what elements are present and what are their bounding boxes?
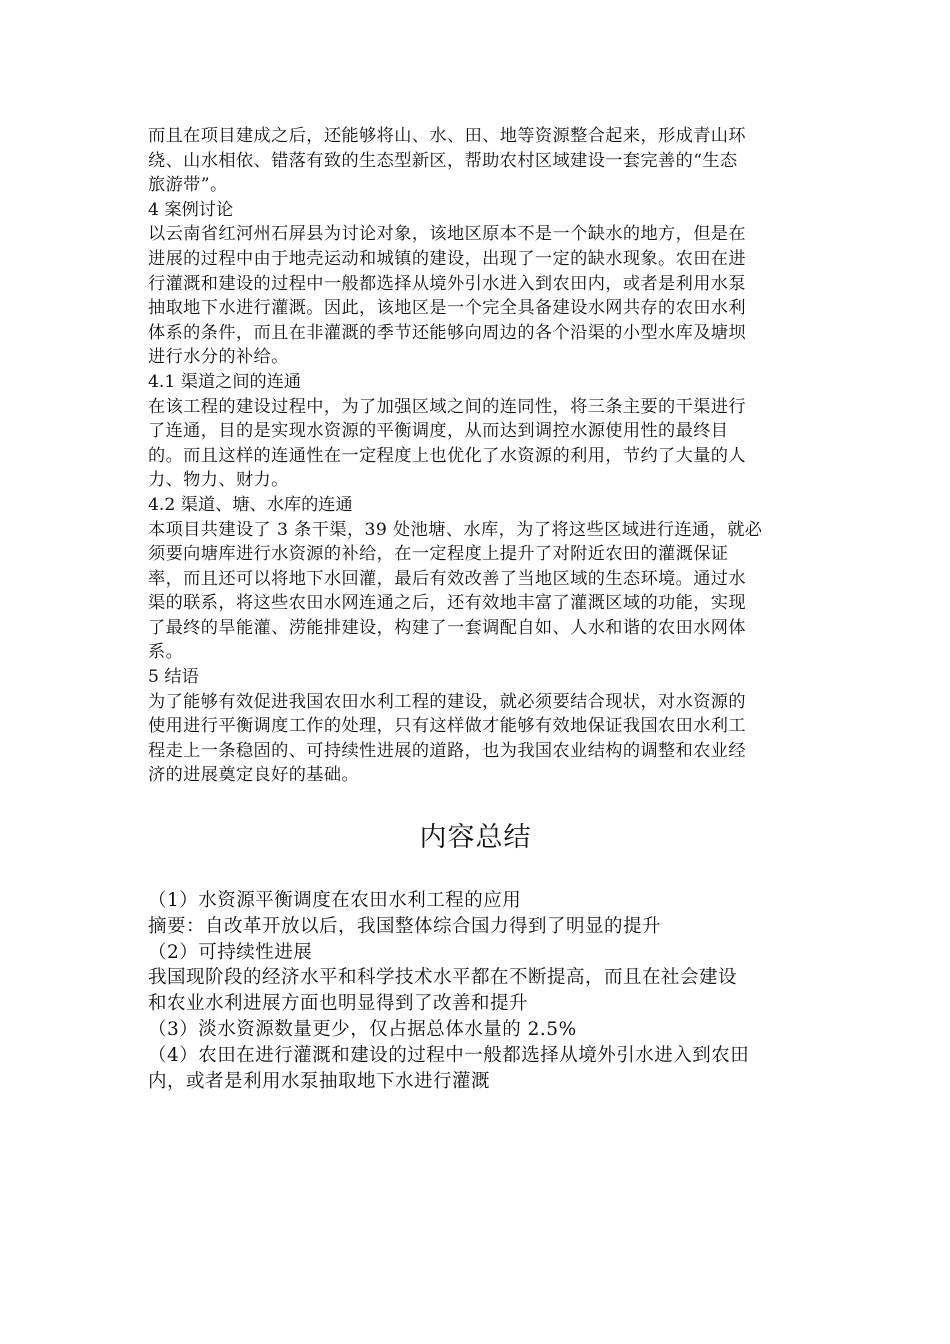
text-line: 体系的条件，而且在非灌溉的季节还能够向周边的各个沿渠的小型水库及塘坝	[148, 322, 746, 343]
text-line: 绕、山水相依、错落有致的生态型新区，帮助农村区域建设一套完善的“生态	[148, 150, 738, 171]
text-line: 渠的联系，将这些农田水网连通之后，还有效地丰富了灌溉区域的功能，实现	[148, 593, 746, 614]
text-line: 在该工程的建设过程中，为了加强区域之间的连同性，将三条主要的干渠进行	[148, 396, 746, 417]
text-line: 须要向塘库进行水资源的补给，在一定程度上提升了对附近农田的灌溉保证	[148, 544, 729, 565]
summary-line: （4）农田在进行灌溉和建设的过程中一般都选择从境外引水进入到农田	[148, 1044, 750, 1066]
summary-title: 内容总结	[419, 822, 532, 854]
text-line: 力、物力、财力。	[148, 470, 289, 491]
section-5	[148, 665, 803, 788]
intro-paragraph	[148, 124, 803, 198]
summary-line: 和农业水利进展方面也明显得到了改善和提升	[148, 993, 529, 1015]
summary-line: （3）淡水资源数量更少，仅占据总体水量的 2.5%	[148, 1019, 577, 1041]
summary-line: 内，或者是利用水泵抽取地下水进行灌溉	[148, 1070, 491, 1092]
text-line: 程走上一条稳固的、可持续性进展的道路，也为我国农业结构的调整和农业经	[148, 740, 746, 761]
text-line: 的。而且这样的连通性在一定程度上也优化了水资源的利用，节约了大量的人	[148, 445, 746, 466]
text-line: 而且在项目建成之后，还能够将山、水、田、地等资源整合起来，形成青山环	[148, 126, 746, 146]
section-4-1	[148, 370, 803, 493]
text-line: 系。	[148, 642, 184, 663]
summary-line: （2）可持续性进展	[148, 941, 313, 963]
section-heading: 4.2 渠道、塘、水库的连通	[148, 494, 353, 515]
text-line: 了最终的旱能灌、涝能排建设，构建了一套调配自如、人水和谐的农田水网体	[148, 617, 746, 638]
section-heading: 4.1 渠道之间的连通	[148, 371, 302, 392]
text-line: 本项目共建设了 3 条干渠，39 处池塘、水库，为了将这些区域进行连通，就必	[148, 519, 763, 540]
text-line: 进展的过程中由于地壳运动和城镇的建设，出现了一定的缺水现象。农田在进	[148, 248, 746, 269]
text-line: 济的进展奠定良好的基础。	[148, 765, 360, 786]
section-heading: 5 结语	[148, 667, 199, 688]
document-page	[148, 124, 803, 1094]
text-line: 行灌溉和建设的过程中一般都选择从境外引水进入到农田内，或者是利用水泵	[148, 273, 746, 294]
text-line: 了连通，目的是实现水资源的平衡调度，从而达到调控水源使用性的最终目	[148, 421, 729, 442]
section-4-2	[148, 493, 803, 665]
text-line: 进行水分的补给。	[148, 347, 289, 368]
text-line: 旅游带”。	[148, 175, 228, 196]
section-heading: 4 案例讨论	[148, 199, 234, 220]
text-line: 为了能够有效促进我国农田水利工程的建设，就必须要结合现状，对水资源的	[148, 691, 746, 712]
text-line: 抽取地下水进行灌溉。因此，该地区是一个完全具备建设水网共存的农田水利	[148, 298, 746, 319]
text-line: 使用进行平衡调度工作的处理，只有这样做才能够有效地保证我国农田水利工	[148, 716, 746, 737]
summary-line: 我国现阶段的经济水平和科学技术水平都在不断提高，而且在社会建设	[148, 967, 738, 989]
summary-line: 摘要：自改革开放以后，我国整体综合国力得到了明显的提升	[148, 915, 662, 937]
summary-line: （1）水资源平衡调度在农田水利工程的应用	[148, 890, 522, 912]
summary-list	[148, 888, 803, 1094]
text-line: 率，而且还可以将地下水回灌，最后有效改善了当地区域的生态环境。通过水	[148, 568, 746, 589]
section-4	[148, 198, 803, 370]
text-line: 以云南省红河州石屏县为讨论对象，该地区原本不是一个缺水的地方，但是在	[148, 224, 746, 245]
